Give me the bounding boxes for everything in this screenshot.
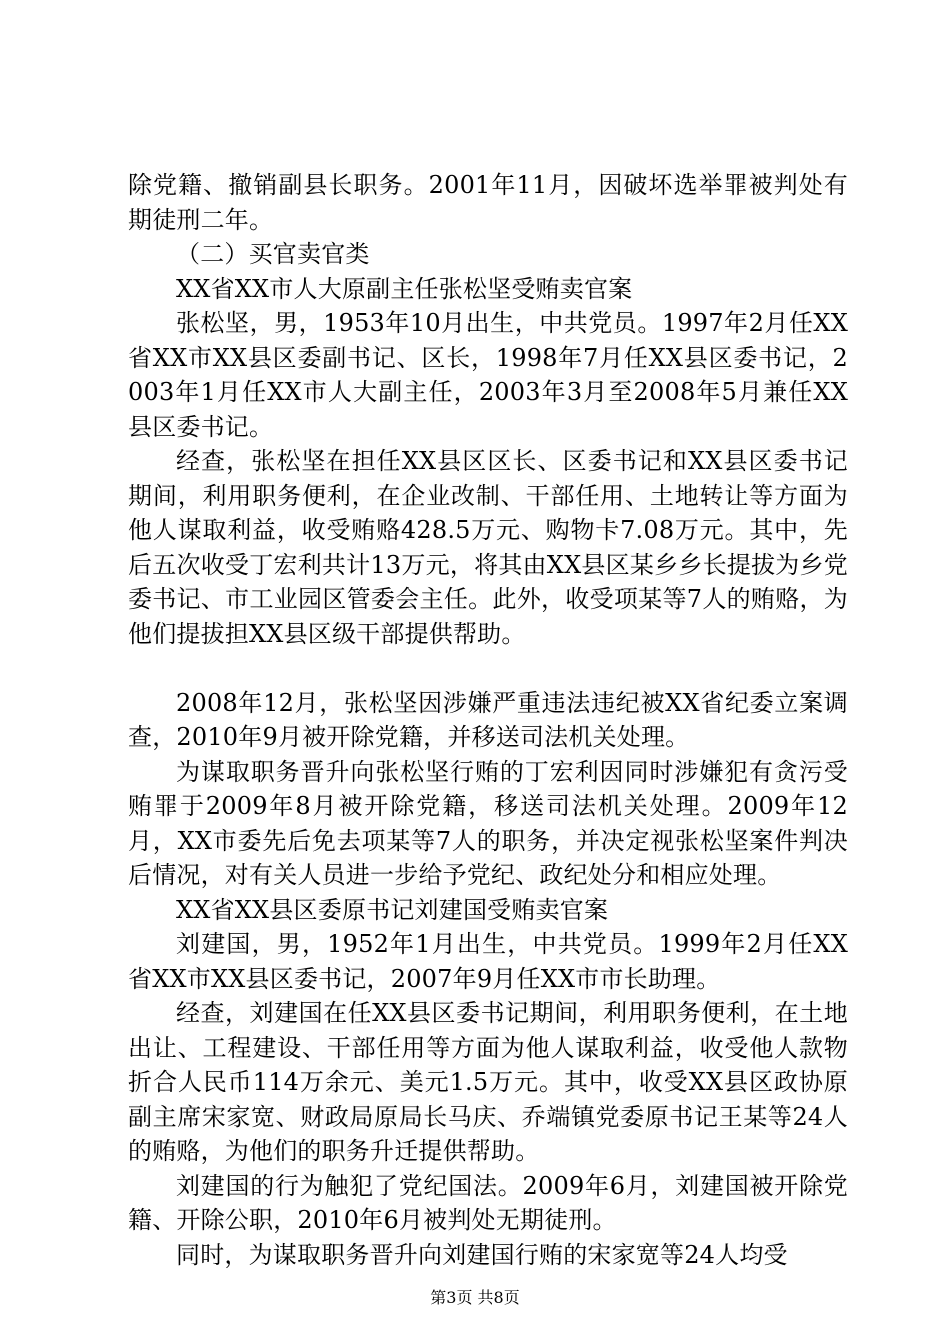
section-heading-buying-selling-posts: （二）买官卖官类 bbox=[176, 240, 370, 268]
paragraph-bribers-continued: 同时，为谋取职务晋升向刘建国行贿的宋家宽等24人均受 bbox=[176, 1240, 788, 1269]
page-number-label: 第3页 共8页 bbox=[430, 1288, 520, 1307]
paragraph-zhang-investigation: 经查，张松坚在担任XX县区区长、区委书记和XX县区委书记期间，利用职务便利，在企业改制、干部任用、土地转让等方面为他人谋取利益，收受贿赂428.5万元、购物卡7.08万元。其中，先后五次收受丁宏利共计13万元，将其由XX县区某乡乡长提拔为乡党委书记、市工业园区管委会主任。此外，收受项某等7人的贿赂，为他们提拔担XX县区级干部提供帮助。 bbox=[128, 447, 848, 648]
case-title-zhang-songjian: XX省XX市人大原副主任张松坚受贿卖官案 bbox=[176, 274, 633, 303]
paragraph-liu-punishment: 刘建国的行为触犯了党纪国法。2009年6月，刘建国被开除党籍、开除公职，2010年6月被判处无期徒刑。 bbox=[128, 1171, 848, 1234]
paragraph-ding-hongli: 为谋取职务晋升向张松坚行贿的丁宏利因同时涉嫌犯有贪污受贿罪于2009年8月被开除党籍，移送司法机关处理。2009年12月，XX市委先后免去项某等7人的职务，并决定视张松坚案件判决后情况，对有关人员进一步给予党纪、政纪处分和相应处理。 bbox=[128, 757, 848, 889]
document-body bbox=[128, 168, 848, 1272]
paragraph-continuation: 除党籍、撤销副县长职务。2001年11月，因破坏选举罪被判处有期徒刑二年。 bbox=[128, 171, 848, 234]
paragraph-zhang-punishment: 2008年12月，张松坚因涉嫌严重违法违纪被XX省纪委立案调查，2010年9月被开除党籍，并移送司法机关处理。 bbox=[128, 688, 848, 751]
paragraph-zhang-biography: 张松坚，男，1953年10月出生，中共党员。1997年2月任XX省XX市XX县区委副书记、区长，1998年7月任XX县区委书记，2003年1月任XX市人大副主任，2003年3月至2008年5月兼任XX县区委书记。 bbox=[128, 309, 848, 441]
page-footer bbox=[0, 1288, 950, 1308]
case-title-liu-jianguo: XX省XX县区委原书记刘建国受贿卖官案 bbox=[176, 895, 609, 924]
paragraph-liu-biography: 刘建国，男，1952年1月出生，中共党员。1999年2月任XX省XX市XX县区委书记，2007年9月任XX市市长助理。 bbox=[128, 930, 848, 993]
paragraph-liu-investigation: 经查，刘建国在任XX县区委书记期间，利用职务便利，在土地出让、工程建设、干部任用等方面为他人谋取利益，收受他人款物折合人民币114万余元、美元1.5万元。其中，收受XX县区政协原副主席宋家宽、财政局原局长马庆、乔端镇党委原书记王某等24人的贿赂，为他们的职务升迁提供帮助。 bbox=[128, 999, 848, 1165]
paragraph-spacer bbox=[128, 651, 848, 686]
